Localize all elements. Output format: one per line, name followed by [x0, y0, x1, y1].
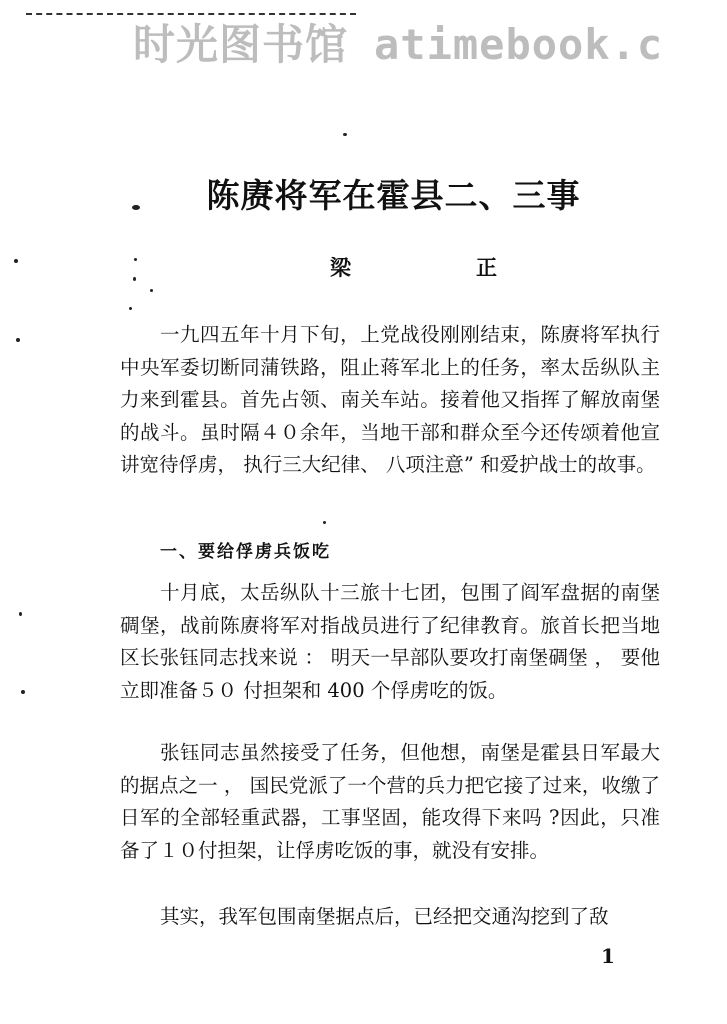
scan-speck — [343, 133, 347, 136]
watermark — [133, 12, 663, 72]
scan-speck — [133, 277, 136, 281]
paragraph-2: 十月底，太岳纵队十三旅十七团，包围了阎军盘据的南堡碉堡，战前陈赓将军对指战员进行了纪律教育。旅首长把当地区长张钰同志找来说 ： 明天一早部队要攻打南堡碉堡 ， 要他立即准备５０ 付担架和 400 个俘虏吃的饭。 — [120, 581, 660, 702]
section-heading: 一、要给俘虏兵饭吃 — [160, 542, 331, 562]
page-number: 1 — [601, 944, 615, 968]
article-title: 陈赓将军在霍县二、三事 — [206, 176, 581, 215]
paragraph-1: 一九四五年十月下旬，上党战役刚刚结束，陈赓将军执行中央军委切断同蒲铁路，阻止蒋军北上的任务，率太岳纵队主力来到霍县。首先占领、南关车站。接着他又指挥了解放南堡的战斗。虽时隔４０余年，当地干部和群众至今还传颂着他宣讲宽待俘虏， 执行三大纪律、 八项注意” 和爱护战士的故事。 — [120, 323, 660, 476]
scan-speck — [323, 521, 326, 524]
scan-speck — [129, 307, 132, 310]
article-author: 梁 正 — [330, 256, 549, 280]
paragraph-3: 张钰同志虽然接受了任务，但他想，南堡是霍县日军最大的据点之一 ， 国民党派了一个营的兵力把它接了过来，收缴了日军的全部轻重武器，工事坚固，能攻得下来吗 ?因此，只准备了１０付担架，让俘虏吃饭的事，就没有安排。 — [120, 741, 660, 862]
watermark-latin: atimebook.c — [374, 20, 664, 69]
scan-speck — [14, 259, 18, 263]
scan-speck — [16, 338, 20, 342]
scan-speck — [150, 289, 153, 292]
watermark-chinese: 时光图书馆 — [133, 20, 349, 69]
scan-speck — [134, 258, 137, 261]
paragraph-4: 其实，我军包围南堡据点后，已经把交通沟挖到了敌 — [160, 905, 609, 928]
scan-speck — [21, 690, 25, 694]
scan-speck — [19, 612, 22, 616]
